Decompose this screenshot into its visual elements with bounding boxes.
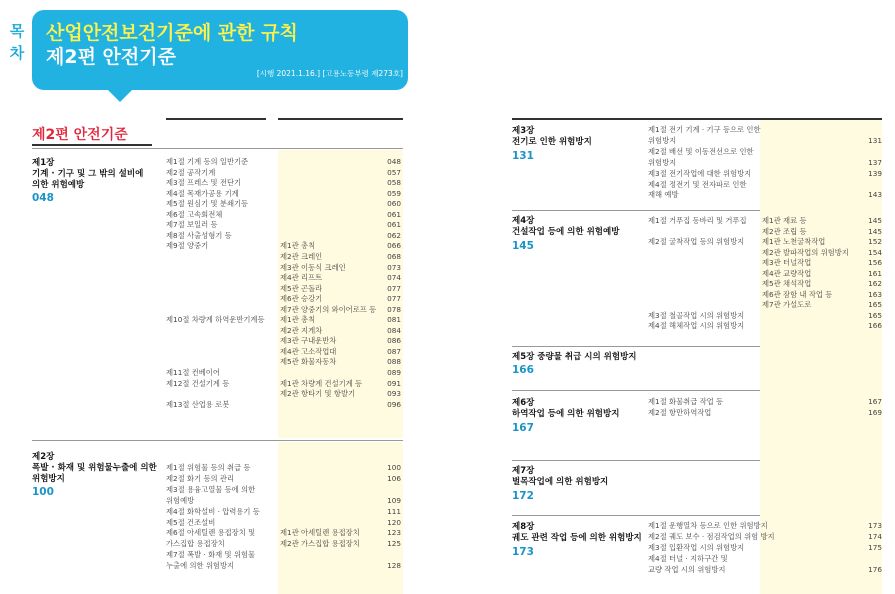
toc-page-number: 161 xyxy=(868,268,882,278)
toc-section[interactable]: 제1절 기계 등의 일반기준 xyxy=(166,157,249,166)
toc-section[interactable]: 제5절 원심기 및 분쇄기등 xyxy=(166,199,249,209)
toc-page-number: 166 xyxy=(868,321,882,330)
toc-section[interactable]: 제1절 위험물 등의 취급 등 xyxy=(166,463,251,472)
toc-page-number: 100 xyxy=(387,463,401,472)
toc-subsection[interactable]: 제1관 노천굴착작업 xyxy=(762,237,826,246)
toc-page-number: 068 xyxy=(387,251,401,261)
chapter-5-title: 제5장 중량물 취급 시의 위험방지 xyxy=(512,352,637,362)
toc-page-number: 154 xyxy=(868,247,882,257)
toc-section[interactable]: 제5절 건조설비 xyxy=(166,517,216,527)
toc-section[interactable]: 누출에 의한 위험방지 xyxy=(166,561,235,571)
toc-page-number: 077 xyxy=(387,294,401,304)
toc-section[interactable]: 제6절 아세틸렌 용접장치 및 xyxy=(166,528,256,538)
toc-section[interactable]: 제4절 정전기 및 전자파로 인한 xyxy=(648,179,747,189)
toc-page-number: 074 xyxy=(387,273,401,283)
toc-page-number: 174 xyxy=(868,532,882,541)
toc-subsection[interactable]: 제2관 항타기 및 항발기 xyxy=(280,389,356,399)
toc-subsection[interactable]: 제3관 이동식 크레인 xyxy=(280,262,346,272)
toc-page-number: 091 xyxy=(387,378,401,388)
toc-page-number: 109 xyxy=(387,495,401,505)
toc-page-number: 096 xyxy=(387,399,401,409)
toc-subsection[interactable]: 제2관 크레인 xyxy=(280,251,323,261)
toc-subsection[interactable]: 제5관 채석작업 xyxy=(762,279,812,288)
toc-subsection[interactable]: 제6관 잠함 내 작업 등 xyxy=(762,289,833,299)
toc-page-number: 061 xyxy=(387,220,401,230)
chapter-5-page: 166 xyxy=(512,364,534,376)
chapter-7-page: 172 xyxy=(512,490,534,502)
toc-page-number: 077 xyxy=(387,283,401,293)
chapter-1-title: 제1장 기계 · 기구 및 그 밖의 설비에 의한 위험예방 xyxy=(32,158,144,190)
toc-page-number: 169 xyxy=(868,407,882,417)
toc-subsection[interactable]: 제6관 승강기 xyxy=(280,294,323,304)
toc-section[interactable]: 제7절 보일러 등 xyxy=(166,220,218,230)
section-title: 제2편 안전기준 xyxy=(32,127,128,143)
toc-page-number: 081 xyxy=(387,315,401,325)
toc-section[interactable]: 제6절 고속회전체 xyxy=(166,209,223,219)
toc-page-number: 137 xyxy=(868,157,882,167)
side-label-char: 목 xyxy=(9,22,25,40)
toc-section[interactable]: 제2절 항만하역작업 xyxy=(648,407,712,417)
toc-section[interactable]: 제2절 화기 등의 관리 xyxy=(166,473,234,483)
toc-page-number: 106 xyxy=(387,473,401,483)
chapter-4-page: 145 xyxy=(512,240,534,252)
chapter-6-page: 167 xyxy=(512,422,534,434)
document-title: 산업안전보건기준에 관한 규칙 xyxy=(46,22,298,44)
side-label-char: 차 xyxy=(9,44,25,62)
toc-subsection[interactable]: 제1관 아세틸렌 용접장치 xyxy=(280,528,360,538)
toc-section[interactable]: 제1절 전기 기계 · 기구 등으로 인한 xyxy=(648,125,761,134)
toc-section[interactable]: 제2절 궤도 보수 · 점검작업의 위험 방지 xyxy=(648,532,775,541)
toc-page-number: 156 xyxy=(868,258,882,267)
chapter-6-title: 제6장 하역작업 등에 의한 위험방지 xyxy=(512,398,620,419)
toc-page-number: 062 xyxy=(387,230,401,240)
toc-section[interactable]: 제1절 화물취급 작업 등 xyxy=(648,397,724,406)
chapter-2-title: 제2장 폭발 · 화재 및 위험물누출에 의한 위험방지 xyxy=(32,452,157,484)
toc-subsection[interactable]: 제4관 리프트 xyxy=(280,273,323,283)
chapter-2-page: 100 xyxy=(32,486,54,498)
toc-page-number: 163 xyxy=(868,289,882,299)
toc-page-number: 059 xyxy=(387,188,401,198)
toc-page-number: 123 xyxy=(387,528,401,538)
toc-page-number: 073 xyxy=(387,262,401,272)
toc-subsection[interactable]: 제4관 고소작업대 xyxy=(280,346,337,356)
banner-pointer xyxy=(106,88,134,102)
toc-section[interactable]: 제9절 양중기 xyxy=(166,241,209,251)
toc-page-number: 128 xyxy=(387,561,401,571)
toc-subsection[interactable]: 제2관 가스집합 용접장치 xyxy=(280,539,360,549)
toc-page-number: 165 xyxy=(868,300,882,309)
toc-subsection[interactable]: 제2관 조립 등 xyxy=(762,226,807,236)
toc-section[interactable]: 제10절 차량계 하역운반기계등 xyxy=(166,315,265,325)
toc-section[interactable]: 가스집합 용접장치 xyxy=(166,539,225,549)
toc-section[interactable]: 제8절 사출성형기 등 xyxy=(166,230,232,240)
toc-subsection[interactable]: 제1관 총칙 xyxy=(280,315,316,325)
toc-subsection[interactable]: 제1관 총칙 xyxy=(280,241,316,251)
toc-page-number: 066 xyxy=(387,241,401,251)
toc-section[interactable]: 제4절 해체작업 시의 위험방지 xyxy=(648,321,745,330)
toc-page-number: 145 xyxy=(868,226,882,236)
toc-page-number: 167 xyxy=(868,397,882,406)
toc-page-number: 060 xyxy=(387,199,401,209)
toc-subsection[interactable]: 제1관 차량계 건설기계 등 xyxy=(280,378,363,388)
toc-section[interactable]: 교량 작업 시의 위험방지 xyxy=(648,565,726,574)
divider xyxy=(32,148,403,149)
toc-page-number: 131 xyxy=(868,135,882,145)
toc-section[interactable]: 제13절 산업용 로봇 xyxy=(166,399,230,409)
heading-rule xyxy=(278,118,403,120)
toc-page-number: 061 xyxy=(387,209,401,219)
toc-section[interactable]: 제3절 전기작업에 대한 위험방지 xyxy=(648,168,752,178)
toc-subsection[interactable]: 제3관 구내운반차 xyxy=(280,336,337,346)
toc-section[interactable]: 제3절 프레스 및 전단기 xyxy=(166,178,242,188)
toc-page-number: 078 xyxy=(387,304,401,314)
toc-page-number: 084 xyxy=(387,325,401,335)
document-subtitle: 제2편 안전기준 xyxy=(46,46,176,68)
chapter-3-title: 제3장 전기로 인한 위험방지 xyxy=(512,126,592,147)
toc-side-label xyxy=(6,20,28,64)
toc-section[interactable]: 제4절 터널 · 지하구간 및 xyxy=(648,554,728,563)
toc-section[interactable]: 위험방지 xyxy=(648,135,677,145)
toc-page-number: 145 xyxy=(868,216,882,225)
toc-page-number: 165 xyxy=(868,310,882,320)
divider xyxy=(32,440,403,441)
heading-rule xyxy=(166,118,266,120)
toc-page-number: 088 xyxy=(387,357,401,367)
toc-subsection[interactable]: 제2관 지게차 xyxy=(280,325,323,335)
toc-section[interactable]: 제4절 화학설비 · 압력용기 등 xyxy=(166,506,260,516)
chapter-7-title: 제7장 벌목작업에 의한 위험방지 xyxy=(512,466,609,487)
toc-section[interactable]: 제2절 배선 및 이동전선으로 인한 xyxy=(648,146,754,156)
toc-subsection[interactable]: 제7관 가설도로 xyxy=(762,300,812,309)
chapter-1-page: 048 xyxy=(32,192,54,204)
toc-section[interactable]: 제1절 거푸집 동바리 및 거푸집 xyxy=(648,216,747,225)
toc-section[interactable]: 제3절 입환작업 시의 위험방지 xyxy=(648,543,745,552)
toc-page-number: 057 xyxy=(387,167,401,177)
toc-page-number: 173 xyxy=(868,521,882,530)
chapter-4-title: 제4장 건설작업 등에 의한 위험예방 xyxy=(512,216,620,237)
enforcement-info: [시행 2021.1.16.] [고용노동부령 제273호] xyxy=(256,69,403,78)
toc-section[interactable]: 제3절 용융고열물 등에 의한 xyxy=(166,484,256,494)
toc-page-number: 058 xyxy=(387,178,401,188)
toc-page-number: 086 xyxy=(387,336,401,346)
toc-page-number: 139 xyxy=(868,168,882,178)
toc-page-number: 143 xyxy=(868,190,882,200)
toc-section[interactable]: 제7절 폭발 · 화재 및 위험물 xyxy=(166,550,256,560)
toc-section[interactable]: 제2절 공작기계 xyxy=(166,167,216,177)
toc-page-number: 120 xyxy=(387,517,401,527)
toc-subsection[interactable]: 제3관 터널작업 xyxy=(762,258,812,267)
toc-page-number: 176 xyxy=(868,565,882,574)
toc-page-number: 125 xyxy=(387,539,401,549)
toc-subsection[interactable]: 제5관 화물자동차 xyxy=(280,357,337,367)
toc-page-number: 048 xyxy=(387,157,401,166)
toc-page-number: 152 xyxy=(868,237,882,246)
toc-section[interactable]: 제4절 목재가공용 기계 xyxy=(166,188,239,198)
toc-page-number: 162 xyxy=(868,279,882,288)
toc-section[interactable]: 제12절 건설기계 등 xyxy=(166,378,230,388)
toc-subsection[interactable]: 제7관 양중기의 와이어로프 등 xyxy=(280,304,377,314)
toc-subsection[interactable]: 제2관 발파작업의 위험방지 xyxy=(762,247,849,257)
toc-section[interactable]: 제11절 컨베이어 xyxy=(166,368,220,377)
toc-section[interactable]: 제2절 굴착작업 등의 위험방지 xyxy=(648,237,745,246)
toc-section[interactable]: 제3절 철골작업 시의 위험방지 xyxy=(648,310,745,320)
toc-section[interactable]: 위험방지 xyxy=(648,157,677,167)
toc-page-number: 093 xyxy=(387,389,401,399)
heading-rule xyxy=(32,144,152,146)
toc-section[interactable]: 제1절 운행열차 등으로 인한 위험방지 xyxy=(648,521,768,530)
toc-subsection[interactable]: 제5관 곤돌라 xyxy=(280,283,323,293)
toc-section[interactable]: 위험예방 xyxy=(166,495,195,505)
toc-page-number: 175 xyxy=(868,543,882,552)
toc-page-number: 111 xyxy=(387,506,401,516)
chapter-8-page: 173 xyxy=(512,546,534,558)
toc-page-number: 089 xyxy=(387,368,401,377)
toc-section[interactable]: 재해 예방 xyxy=(648,190,679,200)
toc-page-number: 087 xyxy=(387,346,401,356)
chapter-3-page: 131 xyxy=(512,150,534,162)
toc-subsection[interactable]: 제1관 재료 등 xyxy=(762,216,807,225)
toc-subsection[interactable]: 제4관 교량작업 xyxy=(762,268,812,278)
chapter-8-title: 제8장 궤도 관련 작업 등에 의한 위험방지 xyxy=(512,522,642,543)
